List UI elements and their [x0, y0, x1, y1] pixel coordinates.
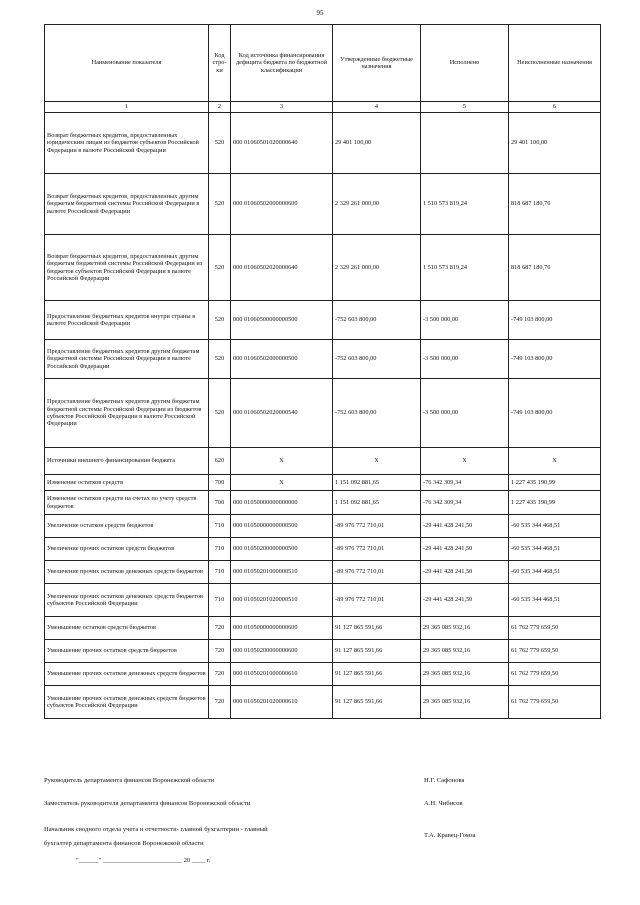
row-unexecuted: X: [509, 448, 601, 475]
row-executed: [421, 113, 509, 174]
header-source: Код источника финансирования дефицита бюджета по бюджетной классификации: [231, 25, 333, 102]
row-unexecuted: 818 687 180,76: [509, 235, 601, 301]
row-executed: 29 365 085 932,16: [421, 686, 509, 719]
row-code: 700: [209, 491, 231, 515]
table-row: [45, 491, 601, 515]
header-executed: Исполнено: [421, 25, 509, 102]
table-row: [45, 617, 601, 640]
row-executed: X: [421, 448, 509, 475]
row-name: Источники внешнего финансирования бюджета: [45, 448, 209, 475]
row-unexecuted: 61 762 779 659,50: [509, 617, 601, 640]
row-code: 720: [209, 663, 231, 686]
row-code: 710: [209, 561, 231, 584]
row-approved: -752 603 800,00: [333, 340, 421, 379]
header-name: Наименование показателя: [45, 25, 209, 102]
row-code: 520: [209, 113, 231, 174]
row-unexecuted: -60 535 344 468,51: [509, 538, 601, 561]
column-number: 6: [509, 102, 601, 113]
row-unexecuted: -749 103 800,00: [509, 340, 601, 379]
row-executed: -29 441 428 241,50: [421, 561, 509, 584]
row-approved: 91 127 865 591,66: [333, 617, 421, 640]
row-name: Увеличение остатков средств бюджетов: [45, 515, 209, 538]
row-executed: -76 342 309,34: [421, 475, 509, 491]
table-row: [45, 475, 601, 491]
row-code: 700: [209, 475, 231, 491]
table-row: [45, 235, 601, 301]
row-approved: 1 151 092 881,65: [333, 475, 421, 491]
page-number: 95: [316, 9, 324, 17]
row-code: 620: [209, 448, 231, 475]
row-name: Увеличение прочих остатков денежных средств бюджетов субъектов Российской Федерации: [45, 584, 209, 617]
deputy-title: Заместитель руководителя департамента финансов Воронежской области: [44, 800, 251, 807]
row-name: Предоставление бюджетных кредитов другим бюджетам бюджетной системы Российской Федерации в валюте Российской Федерации: [45, 340, 209, 379]
row-source-code: 000 01050000000000500: [231, 515, 333, 538]
row-code: 710: [209, 538, 231, 561]
row-name: Увеличение прочих остатков денежных средств бюджетов: [45, 561, 209, 584]
row-approved: -89 976 772 710,01: [333, 538, 421, 561]
row-name: Возврат бюджетных кредитов, предоставленных другим бюджетам бюджетной системы Российской Федерации из бюджетов субъектов Российской Федерации в валюте Российской Федерации: [45, 235, 209, 301]
row-code: 520: [209, 379, 231, 448]
row-source-code: 000 01050201000000510: [231, 561, 333, 584]
row-approved: 91 127 865 591,66: [333, 686, 421, 719]
chief-title-line2: бухгалтер департамента финансов Воронежской области: [44, 840, 204, 847]
row-name: Уменьшение прочих остатков денежных средств бюджетов субъектов Российской Федерации: [45, 686, 209, 719]
row-source-code: 000 01060502000000600: [231, 174, 333, 235]
row-executed: -3 500 000,00: [421, 379, 509, 448]
row-approved: -89 976 772 710,01: [333, 515, 421, 538]
row-name: Предоставление бюджетных кредитов другим бюджетам бюджетной системы Российской Федерации из бюджетов субъектов Российской Федерации в валюте Российской Федерации: [45, 379, 209, 448]
header-unexecuted: Неисполненные назначения: [509, 25, 601, 102]
row-code: 520: [209, 174, 231, 235]
row-name: Увеличение прочих остатков средств бюджетов: [45, 538, 209, 561]
row-source-code: 000 01050201020000510: [231, 584, 333, 617]
row-executed: 29 365 085 932,16: [421, 663, 509, 686]
row-approved: 91 127 865 591,66: [333, 663, 421, 686]
column-number-row: [45, 102, 601, 113]
table-header-row: [45, 25, 601, 102]
row-source-code: 000 01060500000000500: [231, 301, 333, 340]
row-executed: 1 510 573 819,24: [421, 235, 509, 301]
row-unexecuted: 1 227 435 190,99: [509, 475, 601, 491]
row-executed: -76 342 309,34: [421, 491, 509, 515]
row-executed: -3 500 000,00: [421, 340, 509, 379]
row-code: 520: [209, 301, 231, 340]
column-number: 2: [209, 102, 231, 113]
row-unexecuted: 1 227 435 190,99: [509, 491, 601, 515]
row-name: Возврат бюджетных кредитов, предоставленных юридическим лицам из бюджетов субъектов Российской Федерации в валюте Российской Федерации: [45, 113, 209, 174]
row-approved: X: [333, 448, 421, 475]
row-name: Изменение остатков средств: [45, 475, 209, 491]
row-unexecuted: 818 687 180,76: [509, 174, 601, 235]
row-unexecuted: -60 535 344 468,51: [509, 515, 601, 538]
row-code: 720: [209, 617, 231, 640]
row-executed: 1 510 573 819,24: [421, 174, 509, 235]
header-code: Код стро-ки: [209, 25, 231, 102]
column-number: 1: [45, 102, 209, 113]
row-name: Уменьшение прочих остатков средств бюджетов: [45, 640, 209, 663]
row-executed: -29 441 428 241,50: [421, 584, 509, 617]
row-approved: -752 603 800,00: [333, 301, 421, 340]
row-unexecuted: -60 535 344 468,51: [509, 584, 601, 617]
row-source-code: 000 01050200000000500: [231, 538, 333, 561]
row-code: 520: [209, 235, 231, 301]
row-unexecuted: 61 762 779 659,50: [509, 686, 601, 719]
row-name: Уменьшение остатков средств бюджетов: [45, 617, 209, 640]
row-approved: 2 329 261 000,00: [333, 174, 421, 235]
row-source-code: 000 01060502020000640: [231, 235, 333, 301]
table-row: [45, 340, 601, 379]
row-unexecuted: -749 103 800,00: [509, 301, 601, 340]
header-approved: Утвержденные бюджетные назначения: [333, 25, 421, 102]
date-line: "______" ________________________ 20 ____ г.: [76, 857, 211, 864]
chief-name: Т.А. Кравец-Гомза: [424, 832, 476, 839]
table-row: [45, 301, 601, 340]
table-row: [45, 640, 601, 663]
row-approved: 2 329 261 000,00: [333, 235, 421, 301]
row-approved: 91 127 865 591,66: [333, 640, 421, 663]
table-row: [45, 561, 601, 584]
row-source-code: 000 01050000000000600: [231, 617, 333, 640]
row-source-code: 000 01060502020000540: [231, 379, 333, 448]
chief-title-line1: Начальник сводного отдела учета и отчетности- главной бухгалтерии - главный: [44, 826, 268, 833]
row-unexecuted: 61 762 779 659,50: [509, 640, 601, 663]
sources-table: [44, 24, 601, 719]
row-executed: -29 441 428 241,50: [421, 515, 509, 538]
row-approved: 29 401 100,00: [333, 113, 421, 174]
row-executed: 29 365 085 932,16: [421, 617, 509, 640]
row-approved: 1 151 092 881,65: [333, 491, 421, 515]
column-number: 3: [231, 102, 333, 113]
row-executed: -3 500 000,00: [421, 301, 509, 340]
row-code: 710: [209, 515, 231, 538]
table-row: [45, 584, 601, 617]
row-approved: -89 976 772 710,01: [333, 584, 421, 617]
row-source-code: 000 01050201000000610: [231, 663, 333, 686]
row-source-code: X: [231, 448, 333, 475]
column-number: 4: [333, 102, 421, 113]
head-title: Руководитель департамента финансов Воронежской области: [44, 777, 215, 784]
row-approved: -752 603 800,00: [333, 379, 421, 448]
row-source-code: X: [231, 475, 333, 491]
row-source-code: 000 01050000000000000: [231, 491, 333, 515]
row-code: 710: [209, 584, 231, 617]
table-row: [45, 448, 601, 475]
row-code: 720: [209, 686, 231, 719]
row-executed: 29 365 085 932,16: [421, 640, 509, 663]
row-approved: -89 976 772 710,01: [333, 561, 421, 584]
row-code: 720: [209, 640, 231, 663]
table-row: [45, 174, 601, 235]
row-code: 520: [209, 340, 231, 379]
table-row: [45, 686, 601, 719]
row-source-code: 000 01050201020000610: [231, 686, 333, 719]
row-unexecuted: 29 401 100,00: [509, 113, 601, 174]
head-name: Н.Г. Сафонова: [424, 777, 465, 784]
row-name: Уменьшение прочих остатков денежных средств бюджетов: [45, 663, 209, 686]
table-row: [45, 515, 601, 538]
row-executed: -29 441 428 241,50: [421, 538, 509, 561]
row-source-code: 000 01050200000000600: [231, 640, 333, 663]
row-source-code: 000 01060502000000500: [231, 340, 333, 379]
row-name: Изменение остатков средств на счетах по учету средств бюджетов: [45, 491, 209, 515]
row-unexecuted: -749 103 800,00: [509, 379, 601, 448]
column-number: 5: [421, 102, 509, 113]
row-unexecuted: 61 762 779 659,50: [509, 663, 601, 686]
row-unexecuted: -60 535 344 468,51: [509, 561, 601, 584]
deputy-name: А.Н. Чибисов: [424, 800, 463, 807]
row-name: Предоставление бюджетных кредитов внутри страны в валюте Российской Федерации: [45, 301, 209, 340]
table-row: [45, 663, 601, 686]
table-row: [45, 113, 601, 174]
row-name: Возврат бюджетных кредитов, предоставленных другим бюджетам бюджетной системы Российской Федерации в валюте Российской Федерации: [45, 174, 209, 235]
row-source-code: 000 01060501020000640: [231, 113, 333, 174]
table-row: [45, 379, 601, 448]
table-row: [45, 538, 601, 561]
